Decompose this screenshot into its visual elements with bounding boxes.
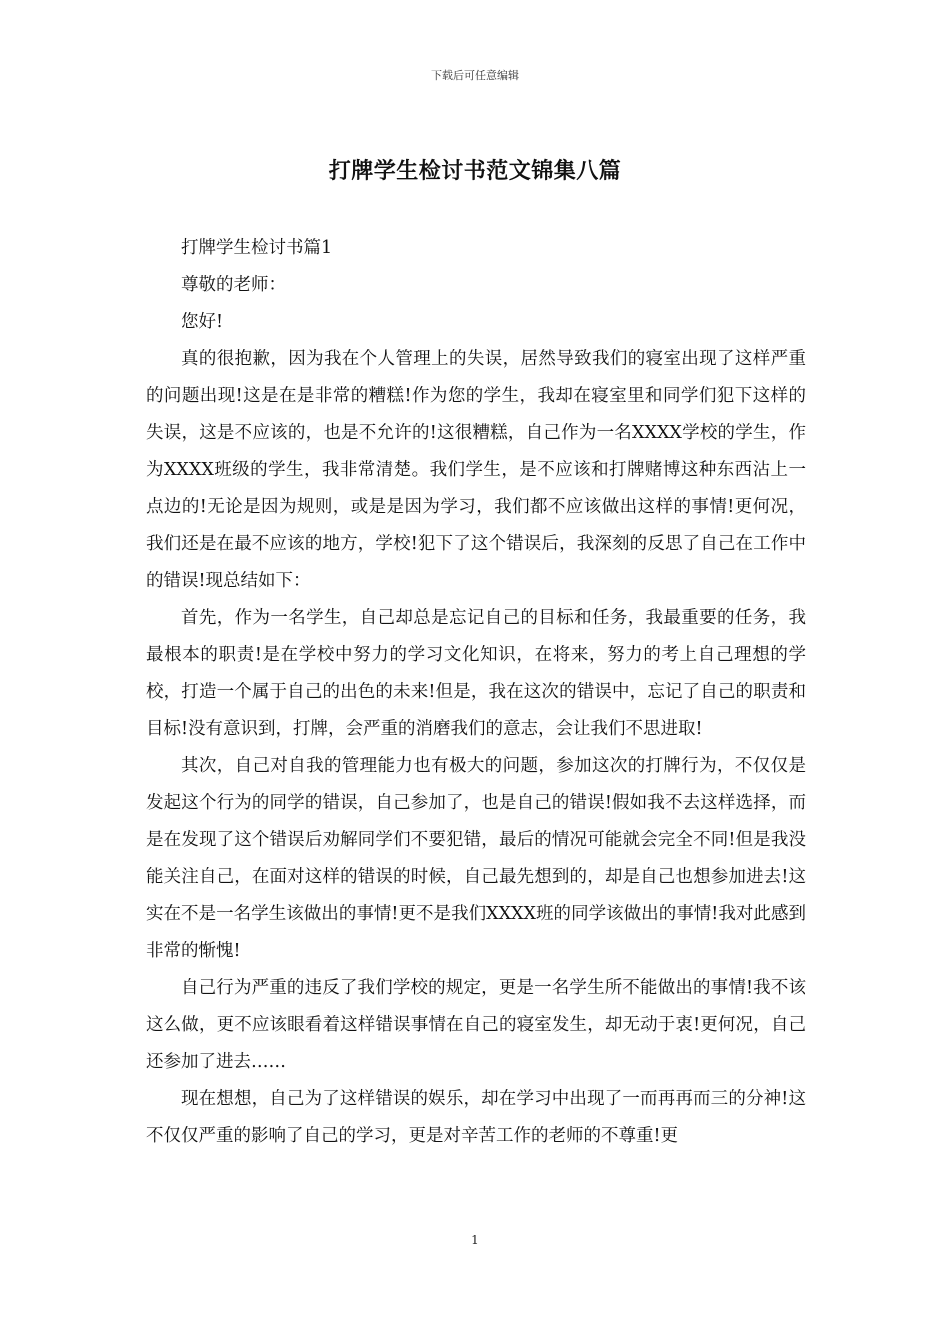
body-paragraph: 现在想想，自己为了这样错误的娱乐，却在学习中出现了一而再再而三的分神!这不仅仅严重的影响了自己的学习，更是对辛苦工作的老师的不尊重!更 — [146, 1089, 806, 1146]
document-title: 打牌学生检讨书范文锦集八篇 — [328, 158, 622, 184]
body-paragraph: 其次，自己对自我的管理能力也有极大的问题，参加这次的打牌行为，不仅仅是发起这个行为的同学的错误，自己参加了，也是自己的错误!假如我不去这样选择，而是在发现了这个错误后劝解同学们不要犯错，最后的情况可能就会完全不同!但是我没能关注自己，在面对这样的错误的时候，自己最先想到的，却是自己也想参加进去!这实在不是一名学生该做出的事情!更不是我们XXXX班的同学该做出的事情!我对此感到非常的惭愧! — [146, 756, 806, 961]
body-paragraph: 真的很抱歉，因为我在个人管理上的失误，居然导致我们的寝室出现了这样严重的问题出现!这是在是非常的糟糕!作为您的学生，我却在寝室里和同学们犯下这样的失误，这是不应该的，也是不允许的!这很糟糕，自己作为一名XXXX学校的学生，作为XXXX班级的学生，我非常清楚。我们学生，是不应该和打牌赌博这种东西沾上一点边的!无论是因为规则，或是是因为学习，我们都不应该做出这样的事情!更何况，我们还是在最不应该的地方，学校!犯下了这个错误后，我深刻的反思了自己在工作中的错误!现总结如下： — [146, 349, 806, 591]
section-heading: 打牌学生检讨书篇1 — [181, 238, 333, 258]
body-paragraph: 首先，作为一名学生，自己却总是忘记自己的目标和任务，我最重要的任务，我最根本的职责!是在学校中努力的学习文化知识，在将来，努力的考上自己理想的学校，打造一个属于自己的出色的未来!但是，我在这次的错误中，忘记了自己的职责和目标!没有意识到，打牌，会严重的消磨我们的意志，会让我们不思进取! — [146, 608, 806, 739]
greeting: 您好! — [181, 312, 224, 332]
document-body — [146, 230, 806, 1155]
header-note: 下载后可任意编辑 — [431, 69, 519, 82]
page-number: 1 — [471, 1233, 479, 1247]
salutation: 尊敬的老师： — [181, 275, 286, 295]
body-paragraph: 自己行为严重的违反了我们学校的规定，更是一名学生所不能做出的事情!我不该这么做，更不应该眼看着这样错误事情在自己的寝室发生，却无动于衷!更何况，自己还参加了进去…… — [146, 978, 806, 1072]
